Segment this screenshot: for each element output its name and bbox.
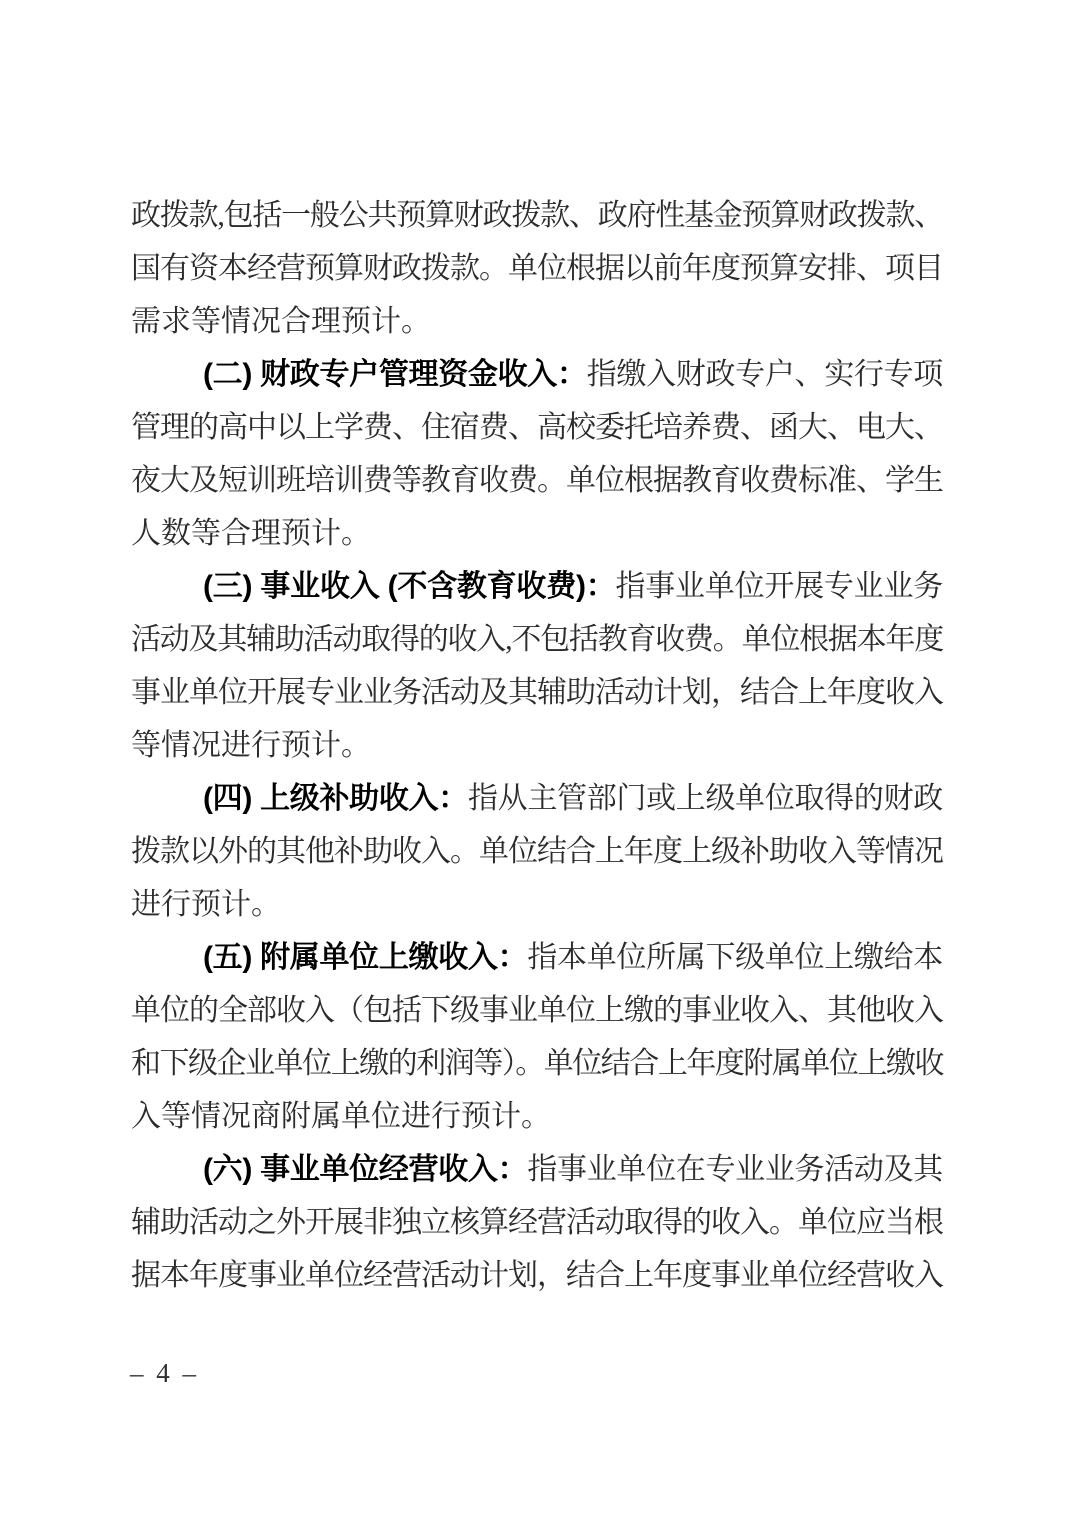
line-text: 管理的高中以上学费、住宿费、高校委托培养费、函大、电大、: [131, 411, 943, 444]
text-line: [131, 1249, 943, 1302]
paragraph: [131, 348, 943, 560]
section-heading: (二) 财政专户管理资金收入：: [203, 358, 587, 391]
text-line: [131, 613, 943, 666]
text-line: [131, 878, 943, 931]
line-text: 拨款以外的其他补助收入。单位结合上年度上级补助收入等情况: [131, 835, 943, 868]
text-line: [131, 348, 943, 401]
text-line: [131, 242, 943, 295]
paragraph: [131, 772, 943, 931]
line-text: 需求等情况合理预计。: [131, 305, 431, 338]
page-number: – 4 –: [130, 1358, 199, 1388]
text-line: [131, 1090, 943, 1143]
line-text: 国有资本经营预算财政拨款。单位根据以前年度预算安排、项目: [131, 252, 943, 285]
paragraph: [131, 931, 943, 1143]
line-text: 指事业单位在专业业务活动及其: [527, 1153, 943, 1186]
section-heading: (四) 上级补助收入：: [203, 782, 468, 815]
line-text: 夜大及短训班培训费等教育收费。单位根据教育收费标准、学生: [131, 464, 943, 497]
line-text: 指从主管部门或上级单位取得的财政: [467, 782, 944, 815]
line-text: 和下级企业单位上缴的利润等）。单位结合上年度附属单位上缴收: [131, 1047, 943, 1080]
text-line: [131, 772, 943, 825]
line-text: 指缴入财政专户、实行专项: [586, 358, 944, 391]
line-text: 据本年度事业单位经营活动计划，结合上年度事业单位经营收入: [131, 1259, 943, 1292]
paragraph: [131, 189, 943, 348]
text-line: [131, 454, 943, 507]
line-text: 政拨款,包括一般公共预算财政拨款、政府性基金预算财政拨款、: [131, 199, 943, 232]
text-line: [131, 1037, 943, 1090]
text-line: [131, 825, 943, 878]
line-text: 指事业单位开展专业业务: [615, 570, 943, 603]
text-line: [131, 931, 943, 984]
text-line: [131, 719, 943, 772]
line-text: 指本单位所属下级单位上缴给本: [527, 941, 943, 974]
paragraph: [131, 1143, 943, 1302]
paragraph: [131, 560, 943, 772]
document-body: [131, 189, 943, 1302]
line-text: 进行预计。: [131, 888, 281, 921]
section-heading: (三) 事业收入 (不含教育收费)：: [203, 570, 616, 603]
text-line: [131, 984, 943, 1037]
text-line: [131, 1196, 943, 1249]
line-text: 等情况进行预计。: [131, 729, 371, 762]
text-line: [131, 401, 943, 454]
section-heading: (六) 事业单位经营收入：: [203, 1153, 528, 1186]
text-line: [131, 1143, 943, 1196]
section-heading: (五) 附属单位上缴收入：: [203, 941, 528, 974]
text-line: [131, 560, 943, 613]
text-line: [131, 666, 943, 719]
line-text: 人数等合理预计。: [131, 517, 371, 550]
text-line: [131, 295, 943, 348]
line-text: 单位的全部收入（包括下级事业单位上缴的事业收入、其他收入: [131, 994, 943, 1027]
line-text: 入等情况商附属单位进行预计。: [131, 1100, 551, 1133]
line-text: 事业单位开展专业业务活动及其辅助活动计划，结合上年度收入: [131, 676, 943, 709]
line-text: 活动及其辅助活动取得的收入,不包括教育收费。单位根据本年度: [131, 623, 943, 656]
text-line: [131, 507, 943, 560]
text-line: [131, 189, 943, 242]
line-text: 辅助活动之外开展非独立核算经营活动取得的收入。单位应当根: [131, 1206, 943, 1239]
